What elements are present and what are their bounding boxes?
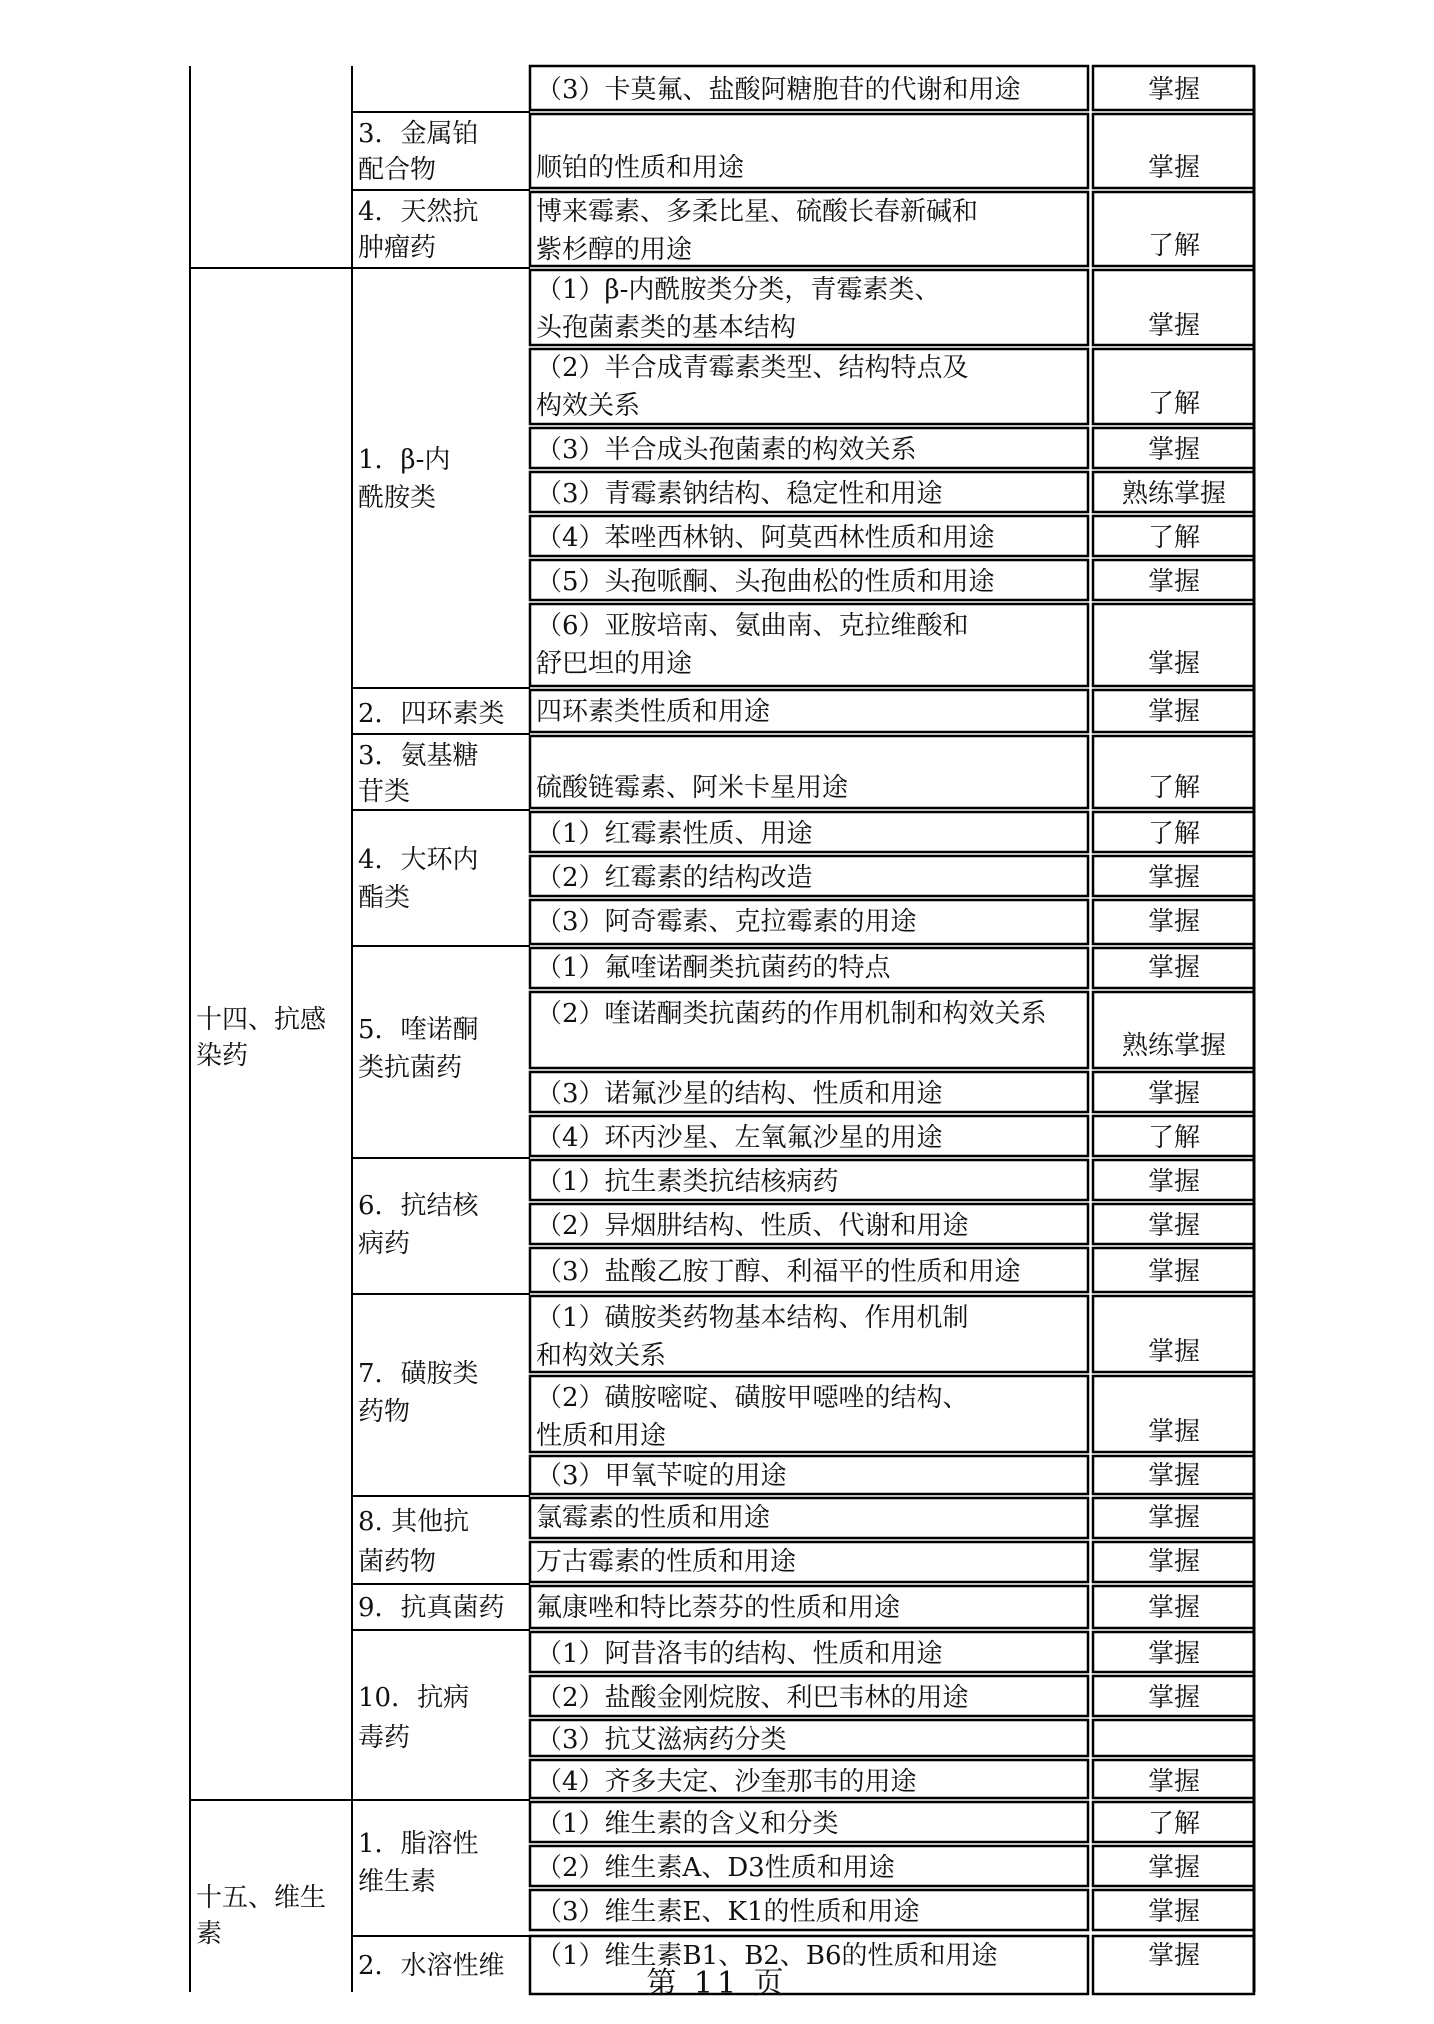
content-cell: 氯霉素的性质和用途 (536, 1503, 771, 1533)
content-cell: （4）齐多夫定、沙奎那韦的用途 (536, 1767, 917, 1797)
level-cell: 掌握 (1147, 435, 1201, 465)
content-cell: （1）β-内酰胺类分类，青霉素类、头孢菌素类的基本结构 (536, 275, 941, 343)
level-cell: 熟练掌握 (1121, 479, 1227, 509)
content-cell: （2）磺胺嘧啶、磺胺甲噁唑的结构、性质和用途 (536, 1383, 969, 1451)
content-cell: 硫酸链霉素、阿米卡星用途 (536, 773, 849, 803)
page-number: 第 11 页 (646, 1966, 788, 2001)
level-cell: 掌握 (1147, 863, 1201, 893)
content-cell: （3）甲氧苄啶的用途 (536, 1461, 787, 1491)
content-cell: 博来霉素、多柔比星、硫酸长春新碱和紫杉醇的用途 (536, 197, 979, 265)
table-text (196, 75, 1047, 1981)
content-cell: （3）青霉素钠结构、稳定性和用途 (536, 479, 943, 509)
content-cell: （4）环丙沙星、左氧氟沙星的用途 (536, 1123, 943, 1153)
subcategory-label: 3．金属铂配合物 (358, 119, 479, 185)
subcategory-label: 5．喹诺酮类抗菌药 (358, 1015, 479, 1083)
content-cell: （5）头孢哌酮、头孢曲松的性质和用途 (536, 567, 995, 597)
subcategory-label: 1．脂溶性维生素 (358, 1829, 479, 1897)
level-cell: 掌握 (1147, 1211, 1201, 1241)
level-cell: 掌握 (1147, 1897, 1201, 1927)
content-cell: （1）红霉素性质、用途 (536, 819, 813, 849)
level-cell: 了解 (1147, 819, 1201, 849)
subcategory-label: 1．β-内酰胺类 (358, 445, 451, 513)
level-cell: 掌握 (1147, 1639, 1201, 1669)
level-cell: 掌握 (1147, 1853, 1201, 1883)
content-cell: （3）阿奇霉素、克拉霉素的用途 (536, 907, 917, 937)
level-cell: 了解 (1147, 523, 1201, 553)
content-cell: （1）氟喹诺酮类抗菌药的特点 (536, 953, 891, 983)
subcategory-label: 3．氨基糖苷类 (358, 741, 479, 807)
content-cell: （1）磺胺类药物基本结构、作用机制和构效关系 (536, 1303, 969, 1371)
content-cell: （2）盐酸金刚烷胺、利巴韦林的用途 (536, 1683, 969, 1713)
subcategory-label: 4．大环内酯类 (358, 845, 479, 913)
level-cell: 掌握 (1147, 1767, 1201, 1797)
subcategory-label: 2．四环素类 (358, 699, 505, 729)
section-label: 十四、抗感染药 (196, 1005, 327, 1071)
level-cell: 掌握 (1147, 75, 1201, 105)
subcategory-label: 8. 其他抗菌药物 (358, 1507, 470, 1577)
content-cell: （3）盐酸乙胺丁醇、利福平的性质和用途 (536, 1257, 1021, 1287)
content-cell: （2）红霉素的结构改造 (536, 863, 813, 893)
content-cell: （1）维生素B1、B2、B6的性质和用途 (536, 1941, 998, 1971)
level-cell: 掌握 (1147, 567, 1201, 597)
level-cell: 掌握 (1147, 1461, 1201, 1491)
level-cell: 了解 (1147, 231, 1201, 261)
content-cell: （3）卡莫氟、盐酸阿糖胞苷的代谢和用途 (536, 75, 1021, 105)
level-cell: 掌握 (1147, 311, 1201, 341)
level-cell: 掌握 (1147, 153, 1201, 183)
subcategory-label: 2．水溶性维 (358, 1951, 505, 1981)
level-cell: 掌握 (1147, 1593, 1201, 1623)
level-cell: 了解 (1147, 773, 1201, 803)
level-cell: 掌握 (1147, 953, 1201, 983)
content-cell: 四环素类性质和用途 (536, 697, 771, 727)
level-cell: 了解 (1147, 389, 1201, 419)
level-cell: 了解 (1147, 1809, 1201, 1839)
section-label: 十五、维生素 (196, 1883, 327, 1949)
level-cell: 掌握 (1147, 1503, 1201, 1533)
subcategory-label: 7．磺胺类药物 (358, 1359, 479, 1427)
content-cell: 顺铂的性质和用途 (536, 153, 745, 183)
content-cell: （6）亚胺培南、氨曲南、克拉维酸和舒巴坦的用途 (536, 611, 969, 679)
level-cell: 了解 (1147, 1123, 1201, 1153)
content-cell: （3）半合成头孢菌素的构效关系 (536, 435, 917, 465)
subcategory-label: 6．抗结核病药 (358, 1191, 479, 1259)
level-cell: 掌握 (1147, 697, 1201, 727)
level-cell: 掌握 (1147, 907, 1201, 937)
subcategory-label: 9．抗真菌药 (358, 1593, 505, 1623)
content-cell: （3）维生素E、K1的性质和用途 (536, 1897, 920, 1927)
content-cell: 万古霉素的性质和用途 (536, 1547, 797, 1577)
content-cell: （1）阿昔洛韦的结构、性质和用途 (536, 1639, 943, 1669)
content-cell: （3）抗艾滋病药分类 (536, 1725, 787, 1755)
subcategory-label: 10．抗病毒药 (358, 1683, 470, 1753)
level-cell: 掌握 (1147, 1547, 1201, 1577)
content-cell: （2）异烟肼结构、性质、代谢和用途 (536, 1211, 969, 1241)
content-cell: （1）抗生素类抗结核病药 (536, 1167, 839, 1197)
content-cell: 氟康唑和特比萘芬的性质和用途 (536, 1593, 901, 1623)
level-cell: 掌握 (1147, 1167, 1201, 1197)
level-cell: 掌握 (1147, 1941, 1201, 1971)
content-cell: （3）诺氟沙星的结构、性质和用途 (536, 1079, 943, 1109)
level-cell: 掌握 (1147, 1417, 1201, 1447)
level-cell: 熟练掌握 (1121, 1031, 1227, 1061)
level-cell: 掌握 (1147, 1257, 1201, 1287)
content-cell: （2）半合成青霉素类型、结构特点及构效关系 (536, 353, 969, 421)
content-cell: （4）苯唑西林钠、阿莫西林性质和用途 (536, 523, 995, 553)
content-cell: （1）维生素的含义和分类 (536, 1809, 839, 1839)
level-cell: 掌握 (1147, 1683, 1201, 1713)
level-cell: 掌握 (1147, 1079, 1201, 1109)
level-column (1122, 75, 1226, 1971)
subcategory-label: 4．天然抗肿瘤药 (358, 197, 479, 263)
level-cell: 掌握 (1147, 649, 1201, 679)
content-cell: （2）维生素A、D3性质和用途 (536, 1853, 895, 1883)
level-cell: 掌握 (1147, 1337, 1201, 1367)
content-cell: （2）喹诺酮类抗菌药的作用机制和构效关系 (536, 999, 1047, 1029)
